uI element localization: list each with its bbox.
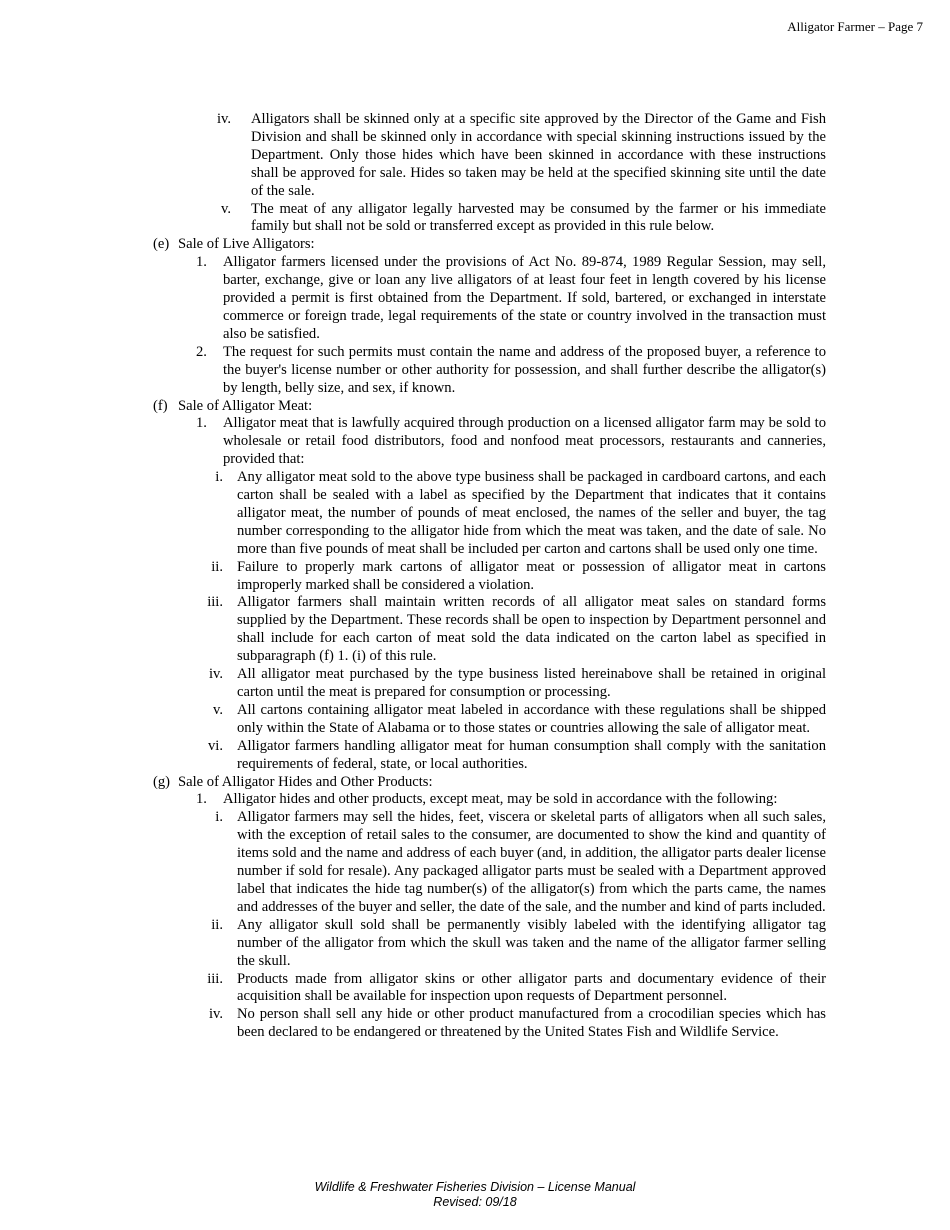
- list-item: [0, 254, 950, 344]
- section-heading-hides-products: [0, 774, 950, 792]
- item-text: Any alligator skull sold shall be permanently visibly labeled with the identifying alligator tag number of the alligator from which the skull was taken and the name of the alligator farmer selling the skull.: [237, 916, 826, 969]
- item-label: ii.: [211, 916, 223, 933]
- list-item: [0, 415, 950, 469]
- page-footer: [0, 1180, 950, 1209]
- item-label: v.: [221, 200, 231, 217]
- item-label: 1.: [196, 254, 207, 271]
- item-text: All cartons containing alligator meat labeled in accordance with these regulations shall be shipped only within the State of Alabama or to those states or countries allowing the sale of alligator meat.: [237, 701, 826, 736]
- section-heading-live-alligators: [0, 236, 950, 254]
- item-label: iv.: [208, 666, 223, 683]
- section-label: (e): [153, 236, 170, 253]
- list-item: [0, 791, 950, 809]
- list-item: [0, 201, 950, 237]
- page-header: Alligator Farmer – Page 7: [787, 19, 923, 34]
- footer-revised: Revised: 09/18: [433, 1194, 517, 1209]
- item-label: v.: [213, 701, 223, 718]
- item-label: iv.: [208, 1006, 223, 1023]
- document-body: [0, 111, 950, 1042]
- item-text: Alligator farmers shall maintain written records of all alligator meat sales on standard forms supplied by the Department. These records shall be open to inspection by Department personnel and shall include for each carton of meat sold the data indicated on the carton label as specified in subparagraph (f) 1. (i) of this rule.: [237, 594, 826, 665]
- item-label: i.: [215, 469, 223, 486]
- item-text: All alligator meat purchased by the type business listed hereinabove shall be retained in original carton until the meat is prepared for consumption or processing.: [237, 666, 826, 700]
- section-title: Sale of Live Alligators:: [178, 236, 315, 253]
- item-text: The meat of any alligator legally harvested may be consumed by the farmer or his immediate family but shall not be sold or transferred except as provided in this rule below.: [251, 200, 826, 235]
- item-label: iii.: [207, 970, 223, 987]
- item-label: 1.: [196, 791, 207, 808]
- item-text: Products made from alligator skins or other alligator parts and documentary evidence of their acquisition shall be available for inspection upon requests of Department personnel.: [237, 970, 826, 1005]
- item-text: No person shall sell any hide or other product manufactured from a crocodilian species which has been declared to be endangered or threatened by the United States Fish and Wildlife Service.: [237, 1006, 826, 1041]
- item-text: Any alligator meat sold to the above type business shall be packaged in cardboard cartons, and each carton shall be sealed with a label as specified by the Department that indicates that it contains alligator meat, the number of pounds of meat enclosed, the names of the seller and buyer, the tag number corresponding to the alligator hide from which the meat was taken, and the date of sale. No more than five pounds of meat shall be included per carton and cartons shall be used only one time.: [237, 469, 826, 557]
- item-text: Alligator farmers handling alligator meat for human consumption shall comply with the sanitation requirements of federal, state, or local authorities.: [237, 737, 826, 772]
- list-item: [0, 971, 950, 1007]
- list-item: [0, 809, 950, 916]
- list-item: [0, 469, 950, 559]
- section-title: Sale of Alligator Hides and Other Products:: [178, 773, 433, 790]
- item-text: Alligators shall be skinned only at a specific site approved by the Director of the Game and Fish Division and shall be skinned only in accordance with special skinning instructions issued by the Department. Only those hides which have been skinned in accordance with these instructions shall be approved for sale. Hides so taken may be held at the specified skinning site until the date of the sale.: [251, 111, 826, 199]
- item-label: 2.: [196, 343, 207, 360]
- item-text: The request for such permits must contain the name and address of the proposed buyer, a reference to the buyer's license number or other authority for possession, and shall further describe the alligator(s) by length, belly size, and sex, if known.: [223, 343, 826, 396]
- item-label: iv.: [216, 111, 231, 127]
- section-heading-alligator-meat: [0, 398, 950, 416]
- item-text: Alligator farmers licensed under the provisions of Act No. 89-874, 1989 Regular Session, may sell, barter, exchange, give or loan any live alligators of at least four feet in length covered by his license provided a permit is first obtained from the Department. If sold, bartered, or exchanged in interstate commerce or foreign trade, legal requirements of the state or country involved in the transaction must also be satisfied.: [223, 254, 826, 342]
- list-item: [0, 917, 950, 971]
- list-item: [0, 1006, 950, 1042]
- list-item: [0, 702, 950, 738]
- list-item: [0, 738, 950, 774]
- item-label: iii.: [207, 594, 223, 611]
- item-label: vi.: [208, 737, 223, 754]
- item-text: Alligator meat that is lawfully acquired through production on a licensed alligator farm may be sold to wholesale or retail food distributors, food and nonfood meat processors, restaurants and canneries, provided that:: [223, 415, 826, 468]
- list-item: [0, 111, 950, 201]
- item-label: i.: [215, 809, 223, 826]
- item-text: Failure to properly mark cartons of alligator meat or possession of alligator meat in cartons improperly marked shall be considered a violation.: [237, 558, 826, 593]
- list-item: [0, 344, 950, 398]
- list-item: [0, 666, 950, 702]
- item-text: Alligator hides and other products, except meat, may be sold in accordance with the following:: [223, 791, 778, 808]
- section-label: (f): [153, 397, 168, 414]
- section-label: (g): [153, 773, 171, 790]
- list-item: [0, 559, 950, 595]
- footer-title: Wildlife & Freshwater Fisheries Division – License Manual: [314, 1180, 636, 1194]
- item-text: Alligator farmers may sell the hides, feet, viscera or skeletal parts of alligators when all such sales, with the exception of retail sales to the consumer, are documented to show the kind and quantity of items sold and the name and address of each buyer (and, in addition, the alligator parts dealer license number if sold for resale). Any packaged alligator parts must be sealed with a Department approved label that indicates the hide tag number(s) of the alligator(s) from which the parts came, the names and addresses of the buyer and seller, the date of the sale, and the number and kind of parts included.: [237, 809, 826, 915]
- item-label: ii.: [211, 558, 223, 575]
- list-item: [0, 594, 950, 666]
- section-title: Sale of Alligator Meat:: [178, 397, 313, 414]
- item-label: 1.: [196, 415, 207, 432]
